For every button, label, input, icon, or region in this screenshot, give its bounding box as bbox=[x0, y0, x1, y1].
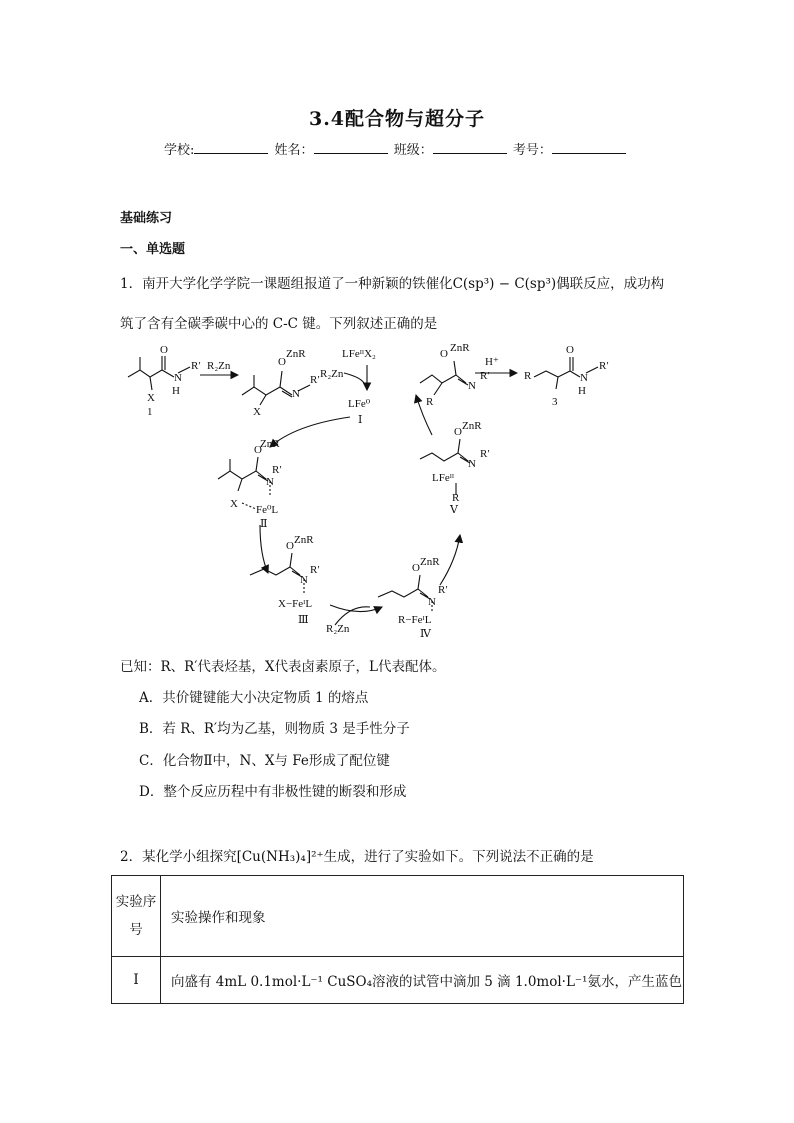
atom-o-3: O bbox=[440, 348, 448, 360]
atom-rp-V: R′ bbox=[480, 448, 490, 460]
q1-option-d[interactable]: D．整个反应历程中有非极性键的断裂和形成 bbox=[139, 784, 407, 800]
atom-rp-1: R′ bbox=[191, 360, 201, 372]
znr-II: ZnR bbox=[260, 438, 280, 450]
xfel-III: X−FeᴵL bbox=[278, 598, 313, 610]
atom-h-product: H bbox=[578, 385, 586, 397]
q1-known: 已知：R、R′代表烃基，X代表卤素原子，L代表配体。 bbox=[120, 659, 446, 675]
q1-option-a[interactable]: A．共价键键能大小决定物质 1 的熔点 bbox=[139, 690, 369, 706]
atom-rp-3: R′ bbox=[480, 370, 490, 382]
atom-n-2: N bbox=[292, 388, 300, 400]
lfeii-V: LFeᴵᴵ bbox=[432, 472, 455, 484]
atom-o-III: O bbox=[286, 540, 294, 552]
atom-rp-IV: R′ bbox=[438, 584, 448, 596]
atom-n-III: N bbox=[300, 574, 308, 586]
number-label: 考号： bbox=[512, 143, 552, 158]
znr-3: ZnR bbox=[450, 342, 470, 354]
row1-text: 向盛有 4mL 0.1mol·L⁻¹ CuSO₄溶液的试管中滴加 5 滴 1.0mol·L⁻¹氨水，产生蓝色 bbox=[161, 957, 684, 1004]
atom-n-V: N bbox=[468, 458, 476, 470]
atom-n-II: N bbox=[266, 476, 274, 488]
znr-V: ZnR bbox=[462, 420, 482, 432]
atom-n-1: N bbox=[174, 372, 182, 384]
q1-stem-line1: 1．南开大学化学学院一课题组报道了一种新颖的铁催化C(sp³) − C(sp³)偶联反应，成功构 bbox=[120, 276, 665, 292]
atom-x-2: X bbox=[253, 406, 261, 418]
section-heading: 基础练习 bbox=[120, 211, 173, 226]
atom-o-II: O bbox=[254, 444, 262, 456]
compound-label-V: Ⅴ bbox=[450, 504, 458, 516]
compound-label-I: Ⅰ bbox=[358, 414, 363, 426]
number-blank[interactable] bbox=[552, 142, 626, 154]
atom-rp-2: R′ bbox=[310, 374, 320, 386]
compound-label-II: Ⅱ bbox=[260, 518, 268, 530]
compound-label-III: Ⅲ bbox=[298, 614, 309, 626]
school-blank[interactable] bbox=[194, 142, 268, 154]
atom-rp-product: R′ bbox=[599, 360, 609, 372]
atom-rp-II: R′ bbox=[272, 464, 282, 476]
catalyst-precursor: LFeᴵᴵX₂ bbox=[342, 348, 376, 360]
subsection-heading: 一、单选题 bbox=[120, 242, 186, 257]
rfel-IV: R−FeᴵL bbox=[398, 614, 432, 626]
atom-r-3: R bbox=[426, 396, 434, 408]
atom-o-V: O bbox=[454, 426, 462, 438]
header-operation: 实验操作和现象 bbox=[161, 876, 684, 957]
atom-x-II: X bbox=[230, 498, 238, 510]
table-row bbox=[112, 957, 684, 1004]
reagent-r2zn-3: R₂Zn bbox=[326, 623, 350, 635]
fe0l-II: Fe⁰L bbox=[256, 504, 279, 516]
name-blank[interactable] bbox=[314, 142, 388, 154]
atom-r-product: R bbox=[524, 370, 532, 382]
q1-option-c[interactable]: C．化合物Ⅱ中，N、X与 Fe形成了配位键 bbox=[139, 753, 390, 769]
reagent-r2zn-1: R₂Zn bbox=[207, 360, 231, 372]
atom-n-IV: N bbox=[428, 596, 436, 608]
atom-n-product: N bbox=[580, 372, 588, 384]
znr-2: ZnR bbox=[286, 348, 306, 360]
atom-x-1: X bbox=[147, 392, 155, 404]
q2-stem: 2．某化学小组探究[Cu(NH₃)₄]²⁺生成，进行了实验如下。下列说法不正确的是 bbox=[120, 849, 594, 865]
atom-h-1: H bbox=[172, 385, 180, 397]
znr-III: ZnR bbox=[294, 534, 314, 546]
compound-label-IV: Ⅳ bbox=[420, 628, 431, 640]
page-title: 3.4配合物与超分子 bbox=[308, 108, 486, 130]
name-label: 姓名： bbox=[274, 143, 314, 158]
atom-rp-III: R′ bbox=[310, 564, 320, 576]
catalyst-lfe0: LFe⁰ bbox=[348, 398, 371, 410]
table-header-row bbox=[112, 876, 684, 957]
row1-id: I bbox=[112, 957, 161, 1004]
header-id: 实验序号 bbox=[112, 876, 161, 957]
reagent-r2zn-2: R₂Zn bbox=[320, 368, 344, 380]
atom-o-2: O bbox=[278, 356, 286, 368]
atom-o-IV: O bbox=[412, 562, 420, 574]
atom-o-product: O bbox=[566, 344, 574, 356]
class-label: 班级： bbox=[393, 143, 433, 158]
reagent-acid: H⁺ bbox=[485, 356, 499, 368]
q1-stem-line2: 筑了含有全碳季碳中心的 C-C 键。下列叙述正确的是 bbox=[120, 316, 438, 332]
class-blank[interactable] bbox=[433, 142, 507, 154]
student-info-line bbox=[164, 139, 628, 158]
reaction-scheme bbox=[120, 335, 680, 640]
compound-label-3: 3 bbox=[552, 396, 558, 408]
q1-option-b[interactable]: B．若 R、R′均为乙基，则物质 3 是手性分子 bbox=[139, 721, 410, 737]
school-label: 学校: bbox=[164, 143, 195, 158]
atom-o-1: O bbox=[160, 344, 168, 356]
atom-r-V: R bbox=[452, 492, 460, 504]
znr-IV: ZnR bbox=[420, 556, 440, 568]
compound-label-1: 1 bbox=[147, 406, 153, 418]
experiment-table bbox=[111, 875, 684, 1004]
atom-n-3: N bbox=[468, 380, 476, 392]
